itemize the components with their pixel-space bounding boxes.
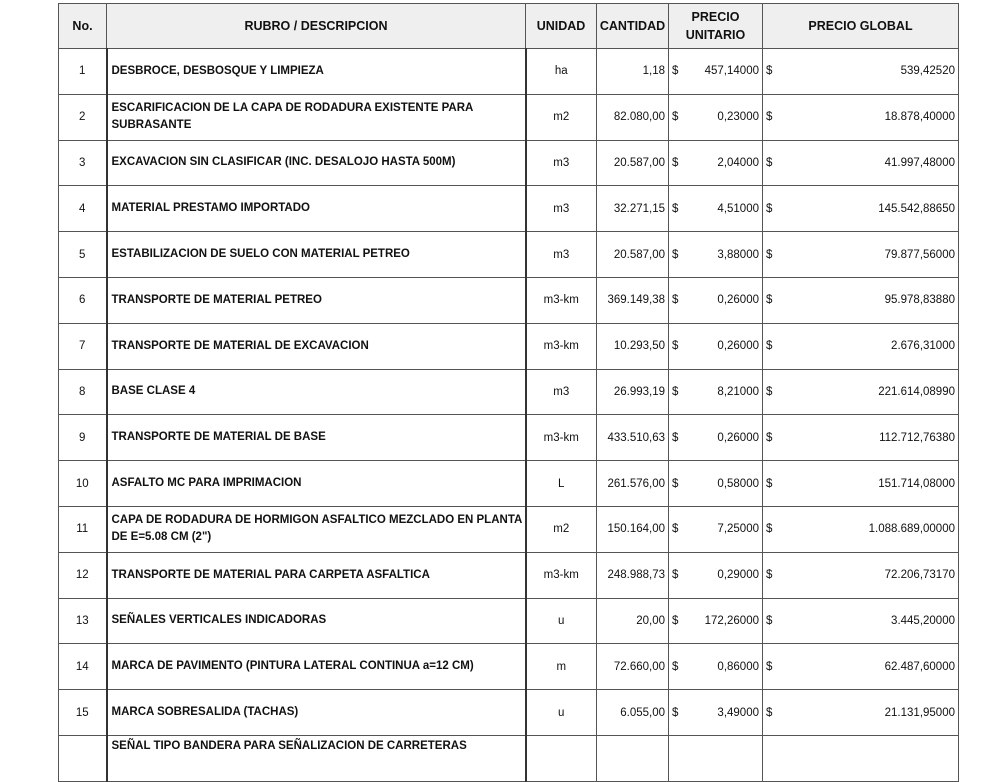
currency-symbol: $ [766, 660, 773, 673]
global-price-amount: 145.542,88650 [878, 202, 955, 215]
row-quantity: 20,00 [597, 598, 669, 644]
row-description: ESCARIFICACION DE LA CAPA DE RODADURA EXISTENTE PARA SUBRASANTE [107, 94, 526, 140]
row-quantity: 150.164,00 [597, 506, 669, 552]
unit-price-amount: 172,26000 [704, 614, 759, 627]
row-unit: m3-km [526, 277, 597, 323]
row-description: MARCA SOBRESALIDA (TACHAS) [107, 690, 526, 736]
unit-price-amount: 3,49000 [717, 706, 759, 719]
currency-symbol: $ [766, 111, 773, 124]
row-unit-price [669, 415, 763, 461]
table-row [59, 690, 959, 736]
unit-price-amount: 2,04000 [717, 156, 759, 169]
table-row [59, 49, 959, 95]
table-row [59, 415, 959, 461]
currency-symbol: $ [766, 294, 773, 307]
row-quantity: 82.080,00 [597, 94, 669, 140]
row-unit: m2 [526, 94, 597, 140]
unit-price-amount: 4,51000 [717, 202, 759, 215]
unit-price-amount: 457,14000 [704, 65, 759, 78]
header-quantity: CANTIDAD [597, 4, 669, 49]
table-row [59, 598, 959, 644]
table-row-partial [59, 735, 959, 781]
row-description: TRANSPORTE DE MATERIAL DE EXCAVACION [107, 323, 526, 369]
row-description: MARCA DE PAVIMENTO (PINTURA LATERAL CONTINUA a=12 CM) [107, 644, 526, 690]
currency-symbol: $ [766, 523, 773, 536]
row-unit: m2 [526, 506, 597, 552]
row-unit-price [669, 644, 763, 690]
row-number: 3 [59, 140, 107, 186]
row-number: 1 [59, 49, 107, 95]
row-global-price [763, 94, 959, 140]
header-row [59, 4, 959, 49]
global-price-amount: 72.206,73170 [884, 569, 955, 582]
row-unit [526, 735, 597, 781]
row-description: SEÑAL TIPO BANDERA PARA SEÑALIZACION DE CARRETERAS [107, 735, 526, 781]
global-price-amount: 2.676,31000 [891, 340, 955, 353]
table-row [59, 140, 959, 186]
header-description: RUBRO / DESCRIPCION [107, 4, 526, 49]
global-price-amount: 1.088.689,00000 [868, 523, 955, 536]
row-global-price [763, 369, 959, 415]
row-description: TRANSPORTE DE MATERIAL DE BASE [107, 415, 526, 461]
row-unit: u [526, 690, 597, 736]
header-global-price: PRECIO GLOBAL [763, 4, 959, 49]
row-unit-price [669, 598, 763, 644]
row-global-price [763, 552, 959, 598]
row-unit-price [669, 461, 763, 507]
row-quantity: 248.988,73 [597, 552, 669, 598]
unit-price-amount: 0,86000 [717, 660, 759, 673]
row-quantity: 261.576,00 [597, 461, 669, 507]
currency-symbol: $ [672, 202, 679, 215]
row-quantity: 20.587,00 [597, 140, 669, 186]
row-global-price [763, 735, 959, 781]
row-unit-price [669, 690, 763, 736]
row-unit: m3 [526, 232, 597, 278]
row-number: 12 [59, 552, 107, 598]
row-unit: m3-km [526, 323, 597, 369]
global-price-amount: 62.487,60000 [884, 660, 955, 673]
row-number: 9 [59, 415, 107, 461]
row-global-price [763, 690, 959, 736]
currency-symbol: $ [766, 385, 773, 398]
row-description: DESBROCE, DESBOSQUE Y LIMPIEZA [107, 49, 526, 95]
row-quantity: 369.149,38 [597, 277, 669, 323]
currency-symbol: $ [672, 660, 679, 673]
header-no: No. [59, 4, 107, 49]
table-row [59, 94, 959, 140]
row-global-price [763, 598, 959, 644]
unit-price-amount: 0,23000 [717, 111, 759, 124]
row-number: 14 [59, 644, 107, 690]
row-number: 10 [59, 461, 107, 507]
unit-price-amount: 0,26000 [717, 294, 759, 307]
global-price-amount: 151.714,08000 [878, 477, 955, 490]
currency-symbol: $ [672, 431, 679, 444]
row-global-price [763, 140, 959, 186]
row-quantity: 10.293,50 [597, 323, 669, 369]
currency-symbol: $ [672, 706, 679, 719]
table-row [59, 644, 959, 690]
row-unit-price [669, 735, 763, 781]
global-price-amount: 221.614,08990 [878, 385, 955, 398]
row-unit: m3 [526, 369, 597, 415]
row-unit: m3 [526, 140, 597, 186]
row-description: CAPA DE RODADURA DE HORMIGON ASFALTICO MEZCLADO EN PLANTA DE E=5.08 CM (2") [107, 506, 526, 552]
row-unit-price [669, 94, 763, 140]
table-body [59, 49, 959, 782]
row-global-price [763, 644, 959, 690]
row-unit-price [669, 49, 763, 95]
row-number: 5 [59, 232, 107, 278]
currency-symbol: $ [766, 248, 773, 261]
header-unit-price-line2: UNITARIO [685, 28, 746, 42]
budget-table [58, 3, 959, 782]
row-global-price [763, 461, 959, 507]
unit-price-amount: 8,21000 [717, 385, 759, 398]
header-unit: UNIDAD [526, 4, 597, 49]
row-unit-price [669, 140, 763, 186]
row-unit-price [669, 369, 763, 415]
table-row [59, 369, 959, 415]
row-unit-price [669, 506, 763, 552]
unit-price-amount: 0,58000 [717, 477, 759, 490]
table-row [59, 232, 959, 278]
row-quantity: 1,18 [597, 49, 669, 95]
row-number: 7 [59, 323, 107, 369]
global-price-amount: 21.131,95000 [884, 706, 955, 719]
currency-symbol: $ [672, 340, 679, 353]
row-unit-price [669, 186, 763, 232]
row-quantity: 433.510,63 [597, 415, 669, 461]
row-unit: m [526, 644, 597, 690]
currency-symbol: $ [672, 248, 679, 261]
row-unit: m3-km [526, 552, 597, 598]
row-unit-price [669, 323, 763, 369]
unit-price-amount: 3,88000 [717, 248, 759, 261]
currency-symbol: $ [766, 156, 773, 169]
row-global-price [763, 323, 959, 369]
row-global-price [763, 186, 959, 232]
row-description: BASE CLASE 4 [107, 369, 526, 415]
row-global-price [763, 415, 959, 461]
table-row [59, 461, 959, 507]
global-price-amount: 3.445,20000 [891, 614, 955, 627]
row-unit: m3 [526, 186, 597, 232]
table-row [59, 552, 959, 598]
row-global-price [763, 49, 959, 95]
row-number: 11 [59, 506, 107, 552]
row-quantity: 6.055,00 [597, 690, 669, 736]
row-description: TRANSPORTE DE MATERIAL PETREO [107, 277, 526, 323]
row-unit: L [526, 461, 597, 507]
row-unit: u [526, 598, 597, 644]
row-description: MATERIAL PRESTAMO IMPORTADO [107, 186, 526, 232]
header-unit-price [669, 4, 763, 49]
global-price-amount: 95.978,83880 [884, 294, 955, 307]
row-quantity: 32.271,15 [597, 186, 669, 232]
row-global-price [763, 232, 959, 278]
header-unit-price-line1: PRECIO [691, 10, 740, 24]
row-unit-price [669, 277, 763, 323]
row-quantity [597, 735, 669, 781]
currency-symbol: $ [672, 523, 679, 536]
currency-symbol: $ [766, 65, 773, 78]
row-quantity: 26.993,19 [597, 369, 669, 415]
row-description: ESTABILIZACION DE SUELO CON MATERIAL PETREO [107, 232, 526, 278]
row-unit-price [669, 552, 763, 598]
global-price-amount: 18.878,40000 [884, 111, 955, 124]
row-description: TRANSPORTE DE MATERIAL PARA CARPETA ASFALTICA [107, 552, 526, 598]
currency-symbol: $ [672, 156, 679, 169]
currency-symbol: $ [766, 477, 773, 490]
unit-price-amount: 0,29000 [717, 569, 759, 582]
currency-symbol: $ [766, 431, 773, 444]
unit-price-amount: 0,26000 [717, 340, 759, 353]
global-price-amount: 41.997,48000 [884, 156, 955, 169]
unit-price-amount: 7,25000 [717, 523, 759, 536]
row-description: ASFALTO MC PARA IMPRIMACION [107, 461, 526, 507]
row-global-price [763, 277, 959, 323]
row-unit: m3-km [526, 415, 597, 461]
global-price-amount: 79.877,56000 [884, 248, 955, 261]
table-row [59, 506, 959, 552]
row-description: EXCAVACION SIN CLASIFICAR (INC. DESALOJO HASTA 500M) [107, 140, 526, 186]
row-number: 4 [59, 186, 107, 232]
row-number [59, 735, 107, 781]
unit-price-amount: 0,26000 [717, 431, 759, 444]
currency-symbol: $ [672, 294, 679, 307]
global-price-amount: 112.712,76380 [879, 431, 955, 444]
table-row [59, 186, 959, 232]
currency-symbol: $ [672, 111, 679, 124]
row-unit: ha [526, 49, 597, 95]
currency-symbol: $ [766, 706, 773, 719]
currency-symbol: $ [672, 385, 679, 398]
global-price-amount: 539,42520 [900, 65, 955, 78]
row-number: 13 [59, 598, 107, 644]
row-quantity: 72.660,00 [597, 644, 669, 690]
currency-symbol: $ [766, 569, 773, 582]
currency-symbol: $ [766, 340, 773, 353]
currency-symbol: $ [672, 569, 679, 582]
currency-symbol: $ [672, 477, 679, 490]
currency-symbol: $ [766, 202, 773, 215]
row-global-price [763, 506, 959, 552]
row-quantity: 20.587,00 [597, 232, 669, 278]
row-number: 15 [59, 690, 107, 736]
row-description: SEÑALES VERTICALES INDICADORAS [107, 598, 526, 644]
currency-symbol: $ [672, 614, 679, 627]
row-number: 8 [59, 369, 107, 415]
currency-symbol: $ [672, 65, 679, 78]
row-number: 2 [59, 94, 107, 140]
table-row [59, 323, 959, 369]
row-number: 6 [59, 277, 107, 323]
currency-symbol: $ [766, 614, 773, 627]
row-unit-price [669, 232, 763, 278]
table-row [59, 277, 959, 323]
